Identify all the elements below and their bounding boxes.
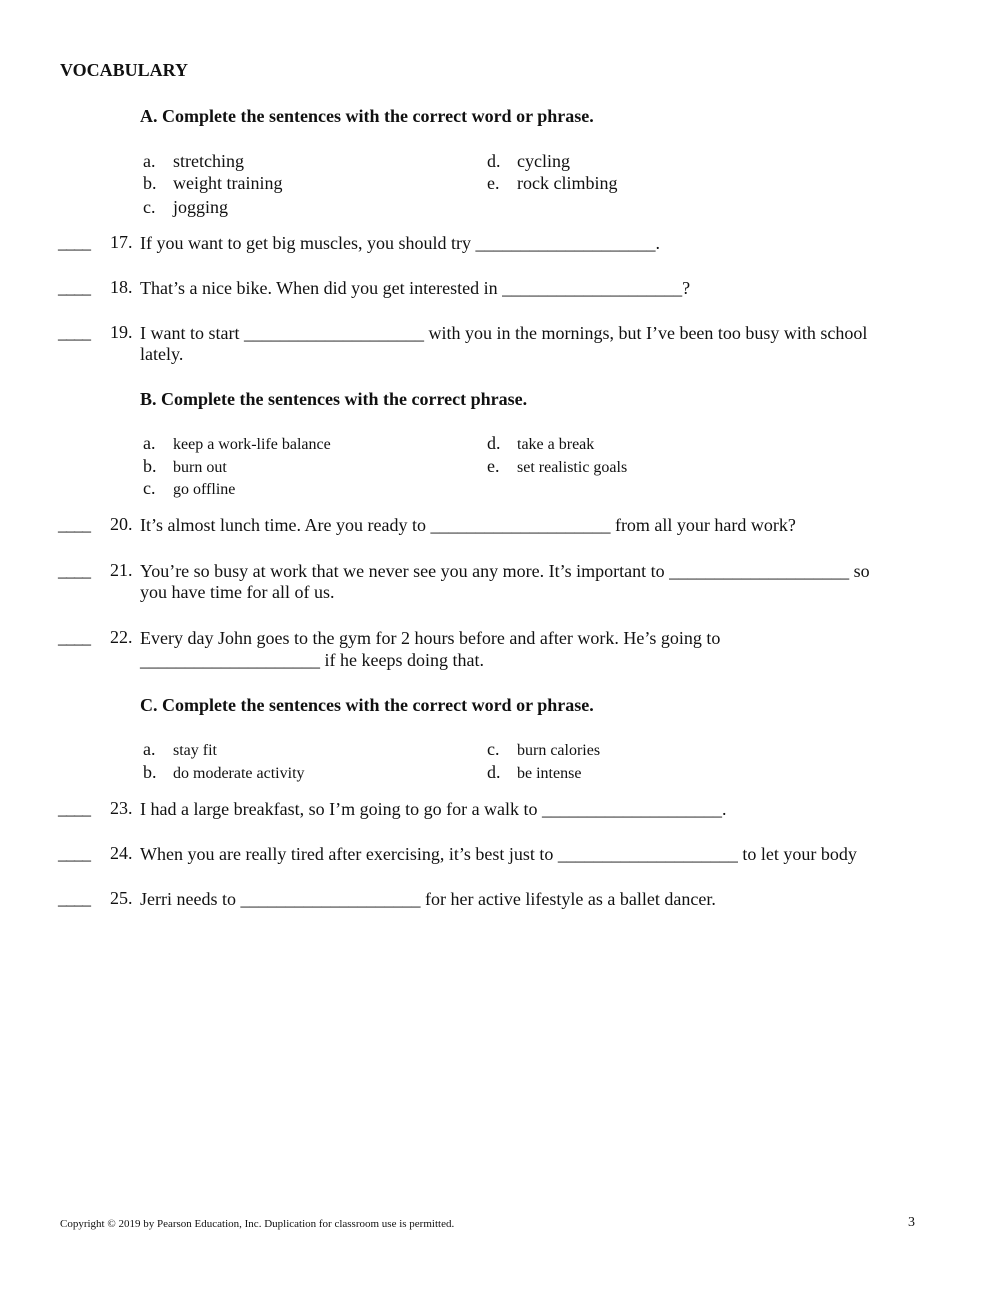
answer-blank-23[interactable]: ____ <box>58 798 90 818</box>
question-number-24: 24. <box>110 843 133 863</box>
copyright-notice: Copyright © 2019 by Pearson Education, Inc. Duplication for classroom use is permitted. <box>60 1218 455 1230</box>
question-17-text: If you want to get big muscles, you should try ____________________. <box>140 233 660 253</box>
option-letter: d. <box>487 433 501 453</box>
question-18-text: That’s a nice bike. When did you get interested in ____________________? <box>140 278 691 298</box>
option-a <box>143 739 217 760</box>
question-20-text: It’s almost lunch time. Are you ready to ____________________ from all your hard work? <box>140 515 796 535</box>
question-22-text-cont: ____________________ if he keeps doing that. <box>140 650 484 670</box>
option-letter: d. <box>487 151 501 171</box>
option-letter: c. <box>143 478 156 498</box>
question-19-text-cont: lately. <box>140 344 184 364</box>
section-b-instruction: B. Complete the sentences with the correct phrase. <box>140 389 528 409</box>
answer-blank-21[interactable]: ____ <box>58 560 90 580</box>
question-number-19: 19. <box>110 322 133 342</box>
option-text: jogging <box>173 197 229 217</box>
option-text: do moderate activity <box>173 765 305 782</box>
option-text: burn calories <box>517 742 601 759</box>
question-number-20: 20. <box>110 514 133 534</box>
option-letter: b. <box>143 762 157 782</box>
option-d <box>487 762 581 783</box>
question-25-text: Jerri needs to ____________________ for her active lifestyle as a ballet dancer. <box>140 889 716 909</box>
option-letter: c. <box>143 197 156 217</box>
section-c-instruction: C. Complete the sentences with the correct word or phrase. <box>140 695 594 715</box>
option-letter: e. <box>487 456 500 476</box>
option-a <box>143 151 244 172</box>
option-b <box>143 456 227 477</box>
question-number-17: 17. <box>110 232 133 252</box>
answer-blank-22[interactable]: ____ <box>58 627 90 647</box>
option-letter: a. <box>143 739 156 759</box>
option-c <box>143 197 228 218</box>
option-e <box>487 173 617 194</box>
answer-blank-17[interactable]: ____ <box>58 232 90 252</box>
page-number: 3 <box>908 1215 915 1230</box>
answer-blank-18[interactable]: ____ <box>58 277 90 297</box>
section-a-instruction: A. Complete the sentences with the correct word or phrase. <box>140 106 594 126</box>
question-19-text: I want to start ____________________ with you in the mornings, but I’ve been too busy with school <box>140 323 868 343</box>
option-letter: e. <box>487 173 500 193</box>
option-text: stretching <box>173 151 244 171</box>
option-letter: a. <box>143 151 156 171</box>
option-text: cycling <box>517 151 570 171</box>
option-text: go offline <box>173 481 236 498</box>
option-c <box>487 739 600 760</box>
option-letter: b. <box>143 456 157 476</box>
option-b <box>143 173 282 194</box>
question-number-23: 23. <box>110 798 133 818</box>
question-21-text: You’re so busy at work that we never see you any more. It’s important to ____________________ so <box>140 561 870 581</box>
option-letter: c. <box>487 739 500 759</box>
option-text: take a break <box>517 436 595 453</box>
answer-blank-20[interactable]: ____ <box>58 514 90 534</box>
question-number-18: 18. <box>110 277 133 297</box>
question-23-text: I had a large breakfast, so I’m going to go for a walk to ____________________. <box>140 799 727 819</box>
option-c <box>143 478 235 499</box>
answer-blank-24[interactable]: ____ <box>58 843 90 863</box>
option-text: burn out <box>173 459 227 476</box>
option-letter: d. <box>487 762 501 782</box>
option-text: keep a work-life balance <box>173 436 331 453</box>
question-22-text: Every day John goes to the gym for 2 hours before and after work. He’s going to <box>140 628 721 648</box>
option-d <box>487 151 570 172</box>
question-number-22: 22. <box>110 627 133 647</box>
option-text: weight training <box>173 173 283 193</box>
question-number-21: 21. <box>110 560 133 580</box>
option-text: rock climbing <box>517 173 618 193</box>
option-text: set realistic goals <box>517 459 628 476</box>
question-24-text: When you are really tired after exercising, it’s best just to ____________________ to let your body <box>140 844 857 864</box>
option-text: be intense <box>517 765 582 782</box>
answer-blank-25[interactable]: ____ <box>58 888 90 908</box>
option-b <box>143 762 305 783</box>
page-title: VOCABULARY <box>60 60 189 80</box>
option-text: stay fit <box>173 742 217 759</box>
option-e <box>487 456 627 477</box>
question-21-text-cont: you have time for all of us. <box>140 582 335 602</box>
option-letter: b. <box>143 173 157 193</box>
option-d <box>487 433 594 454</box>
option-letter: a. <box>143 433 156 453</box>
answer-blank-19[interactable]: ____ <box>58 322 90 342</box>
option-a <box>143 433 331 454</box>
question-number-25: 25. <box>110 888 133 908</box>
